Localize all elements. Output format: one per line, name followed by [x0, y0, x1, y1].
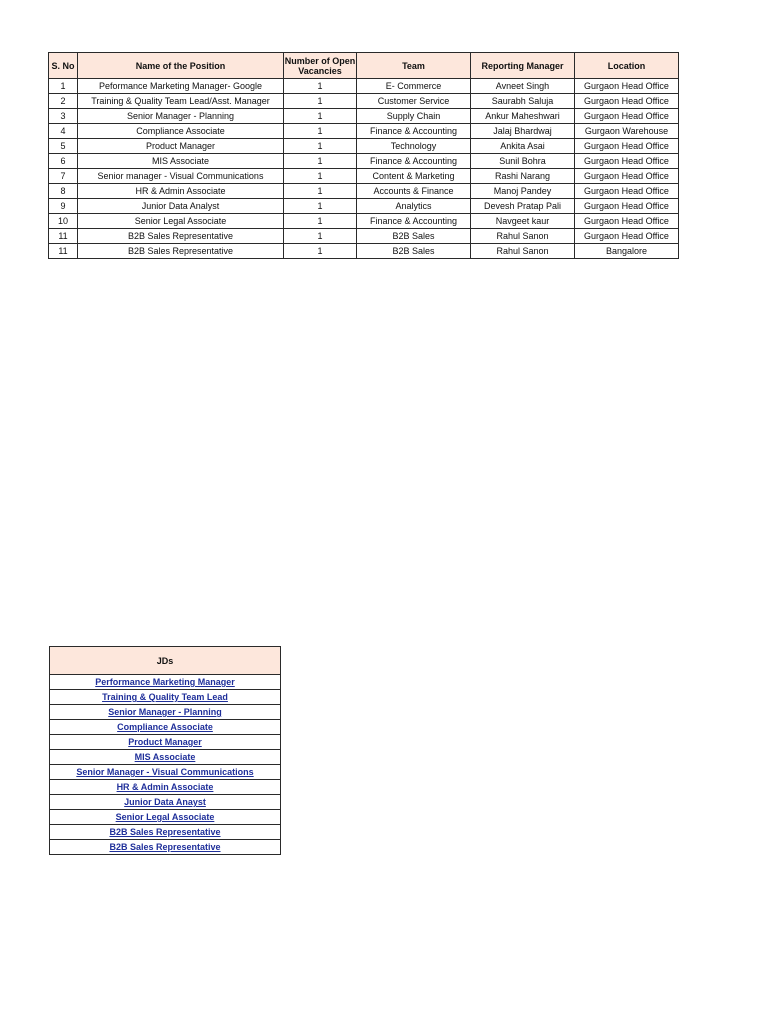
cell-sno: 11	[49, 244, 78, 259]
cell-vacancies: 1	[284, 139, 357, 154]
jd-cell	[50, 675, 281, 690]
jds-header: JDs	[50, 647, 281, 675]
cell-manager: Navgeet kaur	[471, 214, 575, 229]
cell-position: Peformance Marketing Manager- Google	[78, 79, 284, 94]
jd-cell	[50, 795, 281, 810]
cell-sno: 11	[49, 229, 78, 244]
cell-position: Compliance Associate	[78, 124, 284, 139]
header-vacancies: Number of Open Vacancies	[284, 53, 357, 79]
cell-sno: 3	[49, 109, 78, 124]
cell-team: B2B Sales	[357, 244, 471, 259]
cell-vacancies: 1	[284, 154, 357, 169]
cell-position: Senior manager - Visual Communications	[78, 169, 284, 184]
cell-position: B2B Sales Representative	[78, 229, 284, 244]
vacancies-header-row	[49, 53, 679, 79]
jd-link-b2b-sales-representative[interactable]: B2B Sales Representative	[109, 827, 221, 837]
cell-manager: Ankur Maheshwari	[471, 109, 575, 124]
list-item	[50, 840, 281, 855]
cell-team: Finance & Accounting	[357, 124, 471, 139]
table-row	[49, 169, 679, 184]
cell-location: Gurgaon Head Office	[575, 79, 679, 94]
cell-vacancies: 1	[284, 169, 357, 184]
jd-link-senior-legal-associate[interactable]: Senior Legal Associate	[115, 812, 215, 822]
cell-manager: Devesh Pratap Pali	[471, 199, 575, 214]
jd-cell	[50, 690, 281, 705]
cell-location: Gurgaon Head Office	[575, 199, 679, 214]
cell-sno: 2	[49, 94, 78, 109]
cell-sno: 10	[49, 214, 78, 229]
cell-sno: 6	[49, 154, 78, 169]
table-row	[49, 199, 679, 214]
table-row	[49, 124, 679, 139]
table-row	[49, 154, 679, 169]
list-item	[50, 690, 281, 705]
cell-vacancies: 1	[284, 184, 357, 199]
cell-manager: Saurabh Saluja	[471, 94, 575, 109]
table-row	[49, 184, 679, 199]
cell-vacancies: 1	[284, 94, 357, 109]
cell-team: Analytics	[357, 199, 471, 214]
list-item	[50, 765, 281, 780]
jd-cell	[50, 780, 281, 795]
list-item	[50, 720, 281, 735]
jd-link-hr-admin-associate[interactable]: HR & Admin Associate	[116, 782, 214, 792]
cell-manager: Rahul Sanon	[471, 229, 575, 244]
cell-position: Junior Data Analyst	[78, 199, 284, 214]
header-manager: Reporting Manager	[471, 53, 575, 79]
table-row	[49, 139, 679, 154]
cell-position: Training & Quality Team Lead/Asst. Manager	[78, 94, 284, 109]
cell-location: Gurgaon Head Office	[575, 169, 679, 184]
cell-location: Gurgaon Head Office	[575, 214, 679, 229]
cell-team: Technology	[357, 139, 471, 154]
cell-position: Senior Manager - Planning	[78, 109, 284, 124]
cell-sno: 1	[49, 79, 78, 94]
cell-sno: 8	[49, 184, 78, 199]
cell-position: HR & Admin Associate	[78, 184, 284, 199]
jds-header-row	[50, 647, 281, 675]
table-row	[49, 229, 679, 244]
cell-manager: Avneet Singh	[471, 79, 575, 94]
cell-sno: 9	[49, 199, 78, 214]
jd-cell	[50, 825, 281, 840]
list-item	[50, 675, 281, 690]
vacancies-table	[48, 52, 679, 259]
jd-cell	[50, 705, 281, 720]
jd-cell	[50, 735, 281, 750]
cell-vacancies: 1	[284, 229, 357, 244]
table-row	[49, 244, 679, 259]
table-row	[49, 109, 679, 124]
cell-sno: 5	[49, 139, 78, 154]
cell-position: MIS Associate	[78, 154, 284, 169]
jd-cell	[50, 840, 281, 855]
header-position: Name of the Position	[78, 53, 284, 79]
jd-cell	[50, 810, 281, 825]
cell-location: Gurgaon Head Office	[575, 154, 679, 169]
header-team: Team	[357, 53, 471, 79]
cell-position: B2B Sales Representative	[78, 244, 284, 259]
cell-location: Bangalore	[575, 244, 679, 259]
cell-location: Gurgaon Head Office	[575, 229, 679, 244]
jd-link-training-quality-team-lead[interactable]: Training & Quality Team Lead	[102, 692, 228, 702]
cell-sno: 7	[49, 169, 78, 184]
cell-manager: Rashi Narang	[471, 169, 575, 184]
list-item	[50, 735, 281, 750]
cell-team: Accounts & Finance	[357, 184, 471, 199]
cell-location: Gurgaon Head Office	[575, 139, 679, 154]
cell-vacancies: 1	[284, 214, 357, 229]
cell-team: Customer Service	[357, 94, 471, 109]
jd-cell	[50, 765, 281, 780]
jds-table	[49, 646, 281, 855]
cell-manager: Manoj Pandey	[471, 184, 575, 199]
list-item	[50, 705, 281, 720]
cell-manager: Sunil Bohra	[471, 154, 575, 169]
cell-team: Finance & Accounting	[357, 214, 471, 229]
cell-sno: 4	[49, 124, 78, 139]
jd-link-compliance-associate[interactable]: Compliance Associate	[117, 722, 213, 732]
cell-team: E- Commerce	[357, 79, 471, 94]
jd-link-mis-associate[interactable]: MIS Associate	[134, 752, 196, 762]
cell-location: Gurgaon Head Office	[575, 184, 679, 199]
table-row	[49, 94, 679, 109]
cell-vacancies: 1	[284, 244, 357, 259]
jd-cell	[50, 750, 281, 765]
jd-link-senior-manager-visual-communications[interactable]: Senior Manager - Visual Communications	[76, 767, 254, 777]
cell-vacancies: 1	[284, 124, 357, 139]
jd-link-senior-manager-planning[interactable]: Senior Manager - Planning	[108, 707, 222, 717]
header-sno: S. No	[49, 53, 78, 79]
list-item	[50, 780, 281, 795]
jd-link-product-manager[interactable]: Product Manager	[128, 737, 202, 747]
cell-location: Gurgaon Head Office	[575, 94, 679, 109]
cell-team: Supply Chain	[357, 109, 471, 124]
jd-link-b2b-sales-representative-2[interactable]: B2B Sales Representative	[109, 842, 221, 852]
cell-vacancies: 1	[284, 79, 357, 94]
table-row	[49, 214, 679, 229]
cell-vacancies: 1	[284, 199, 357, 214]
cell-manager: Ankita Asai	[471, 139, 575, 154]
table-row	[49, 79, 679, 94]
jd-link-performance-marketing-manager[interactable]: Performance Marketing Manager	[95, 677, 235, 687]
cell-location: Gurgaon Warehouse	[575, 124, 679, 139]
header-location: Location	[575, 53, 679, 79]
cell-team: Content & Marketing	[357, 169, 471, 184]
list-item	[50, 825, 281, 840]
list-item	[50, 750, 281, 765]
cell-position: Product Manager	[78, 139, 284, 154]
cell-team: B2B Sales	[357, 229, 471, 244]
list-item	[50, 795, 281, 810]
cell-manager: Jalaj Bhardwaj	[471, 124, 575, 139]
jd-link-junior-data-analyst[interactable]: Junior Data Anayst	[124, 797, 206, 807]
cell-manager: Rahul Sanon	[471, 244, 575, 259]
list-item	[50, 810, 281, 825]
cell-vacancies: 1	[284, 109, 357, 124]
jd-cell	[50, 720, 281, 735]
cell-position: Senior Legal Associate	[78, 214, 284, 229]
cell-location: Gurgaon Head Office	[575, 109, 679, 124]
cell-team: Finance & Accounting	[357, 154, 471, 169]
